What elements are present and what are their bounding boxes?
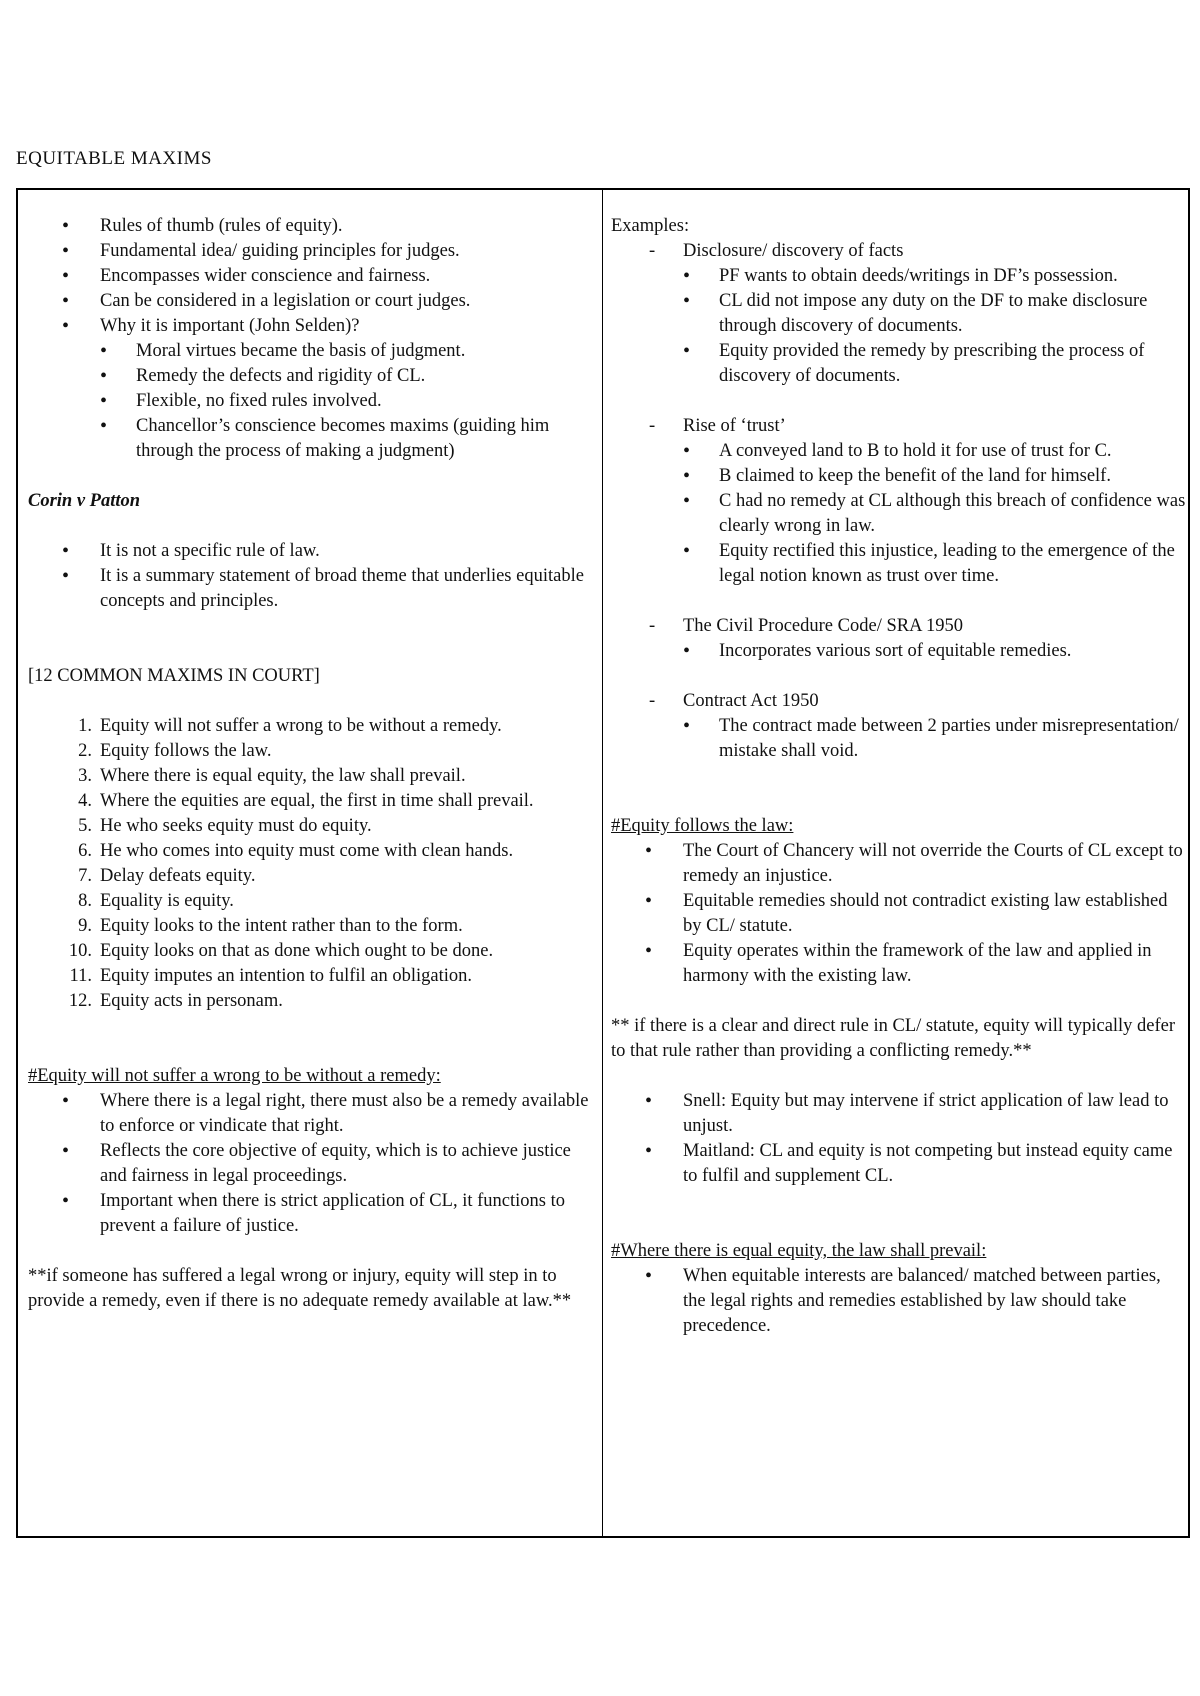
list-item: • Reflects the core objective of equity, which is to achieve justice and fairness in legal proceedings. (28, 1139, 594, 1189)
right-column (611, 214, 1186, 1339)
list-item: 2. Equity follows the law. (78, 741, 272, 761)
list-item: • Equitable remedies should not contradict existing law established by CL/ statute. (611, 889, 1186, 939)
list-item: • CL did not impose any duty on the DF to make disclosure through discovery of documents. (611, 289, 1186, 339)
maxims-list (28, 714, 594, 1014)
list-item: • PF wants to obtain deeds/writings in DF’s possession. (611, 264, 1186, 289)
list-item: 6. He who comes into equity must come with clean hands. (78, 841, 514, 861)
list-item: • Equity operates within the framework of the law and applied in harmony with the existing law. (611, 939, 1186, 989)
list-item: 5. He who seeks equity must do equity. (78, 816, 372, 836)
follows-heading: #Equity follows the law: (611, 816, 794, 836)
list-item: • Chancellor’s conscience becomes maxims (guiding him through the process of making a judgment) (28, 414, 594, 464)
list-item: 7. Delay defeats equity. (78, 866, 256, 886)
list-item: • Encompasses wider conscience and fairness. (28, 264, 594, 289)
list-item: • Flexible, no fixed rules involved. (28, 389, 594, 414)
list-item: • Remedy the defects and rigidity of CL. (28, 364, 594, 389)
case-points-list (28, 539, 594, 614)
list-item: • Fundamental idea/ guiding principles for judges. (28, 239, 594, 264)
views-list (611, 1089, 1186, 1189)
follows-points-list (611, 839, 1186, 989)
list-item: • Important when there is strict application of CL, it functions to prevent a failure of justice. (28, 1189, 594, 1239)
remedy-points-list (28, 1089, 594, 1239)
list-item: • Rules of thumb (rules of equity). (28, 214, 594, 239)
list-item: • The contract made between 2 parties under misrepresentation/ mistake shall void. (611, 714, 1186, 764)
remedy-note: **if someone has suffered a legal wrong or injury, equity will step in to provide a remedy, even if there is no adequate remedy available at law.** (28, 1266, 572, 1311)
follows-note: ** if there is a clear and direct rule in CL/ statute, equity will typically defer to that rule rather than providing a conflicting remedy.** (611, 1016, 1176, 1061)
list-item: • B claimed to keep the benefit of the land for himself. (611, 464, 1186, 489)
example-title: - The Civil Procedure Code/ SRA 1950 (683, 616, 963, 636)
example-item (611, 414, 1186, 614)
intro-list (28, 214, 594, 339)
list-item: • C had no remedy at CL although this breach of confidence was clearly wrong in law. (611, 489, 1186, 539)
example-item (611, 614, 1186, 689)
list-item: • It is not a specific rule of law. (28, 539, 594, 564)
selden-list (28, 339, 594, 464)
list-item: • Where there is a legal right, there must also be a remedy available to enforce or vindicate that right. (28, 1089, 594, 1139)
list-item: 10. Equity looks on that as done which ought to be done. (68, 941, 494, 961)
maxims-heading: [12 COMMON MAXIMS IN COURT] (28, 666, 320, 686)
list-item: • Why it is important (John Selden)? (28, 314, 594, 339)
notes-table (16, 188, 1190, 1538)
column-divider (602, 190, 603, 1536)
page-title: EQUITABLE MAXIMS (16, 148, 212, 169)
example-title: - Contract Act 1950 (683, 691, 819, 711)
list-item: 9. Equity looks to the intent rather than to the form. (78, 916, 463, 936)
list-item: 8. Equality is equity. (78, 891, 234, 911)
remedy-heading: #Equity will not suffer a wrong to be without a remedy: (28, 1066, 441, 1086)
list-item: • Equity provided the remedy by prescribing the process of discovery of documents. (611, 339, 1186, 389)
list-item: 3. Where there is equal equity, the law shall prevail. (78, 766, 466, 786)
example-title: - Disclosure/ discovery of facts (683, 241, 903, 261)
list-item: 4. Where the equities are equal, the first in time shall prevail. (78, 791, 534, 811)
list-item: • Snell: Equity but may intervene if strict application of law lead to unjust. (611, 1089, 1186, 1139)
list-item: • Incorporates various sort of equitable remedies. (611, 639, 1186, 664)
list-item: 11. Equity imputes an intention to fulfil an obligation. (69, 966, 473, 986)
list-item: • Equity rectified this injustice, leading to the emergence of the legal notion known as trust over time. (611, 539, 1186, 589)
examples-list (611, 239, 1186, 764)
list-item: 1. Equity will not suffer a wrong to be without a remedy. (78, 716, 502, 736)
left-column (28, 214, 594, 1314)
prevail-points-list (611, 1264, 1186, 1339)
example-item (611, 239, 1186, 414)
example-item (611, 689, 1186, 764)
example-title: - Rise of ‘trust’ (683, 416, 786, 436)
list-item: • The Court of Chancery will not override the Courts of CL except to remedy an injustice. (611, 839, 1186, 889)
list-item: • It is a summary statement of broad theme that underlies equitable concepts and principles. (28, 564, 594, 614)
list-item: • A conveyed land to B to hold it for use of trust for C. (611, 439, 1186, 464)
list-item: 12. Equity acts in personam. (68, 991, 283, 1011)
prevail-heading: #Where there is equal equity, the law shall prevail: (611, 1241, 987, 1261)
examples-label: Examples: (611, 216, 690, 236)
list-item: • Can be considered in a legislation or court judges. (28, 289, 594, 314)
case-title: Corin v Patton (28, 491, 141, 511)
list-item: • Maitland: CL and equity is not competing but instead equity came to fulfil and supplement CL. (611, 1139, 1186, 1189)
list-item: • Moral virtues became the basis of judgment. (28, 339, 594, 364)
list-item: • When equitable interests are balanced/ matched between parties, the legal rights and remedies established by law should take precedence. (611, 1264, 1186, 1339)
